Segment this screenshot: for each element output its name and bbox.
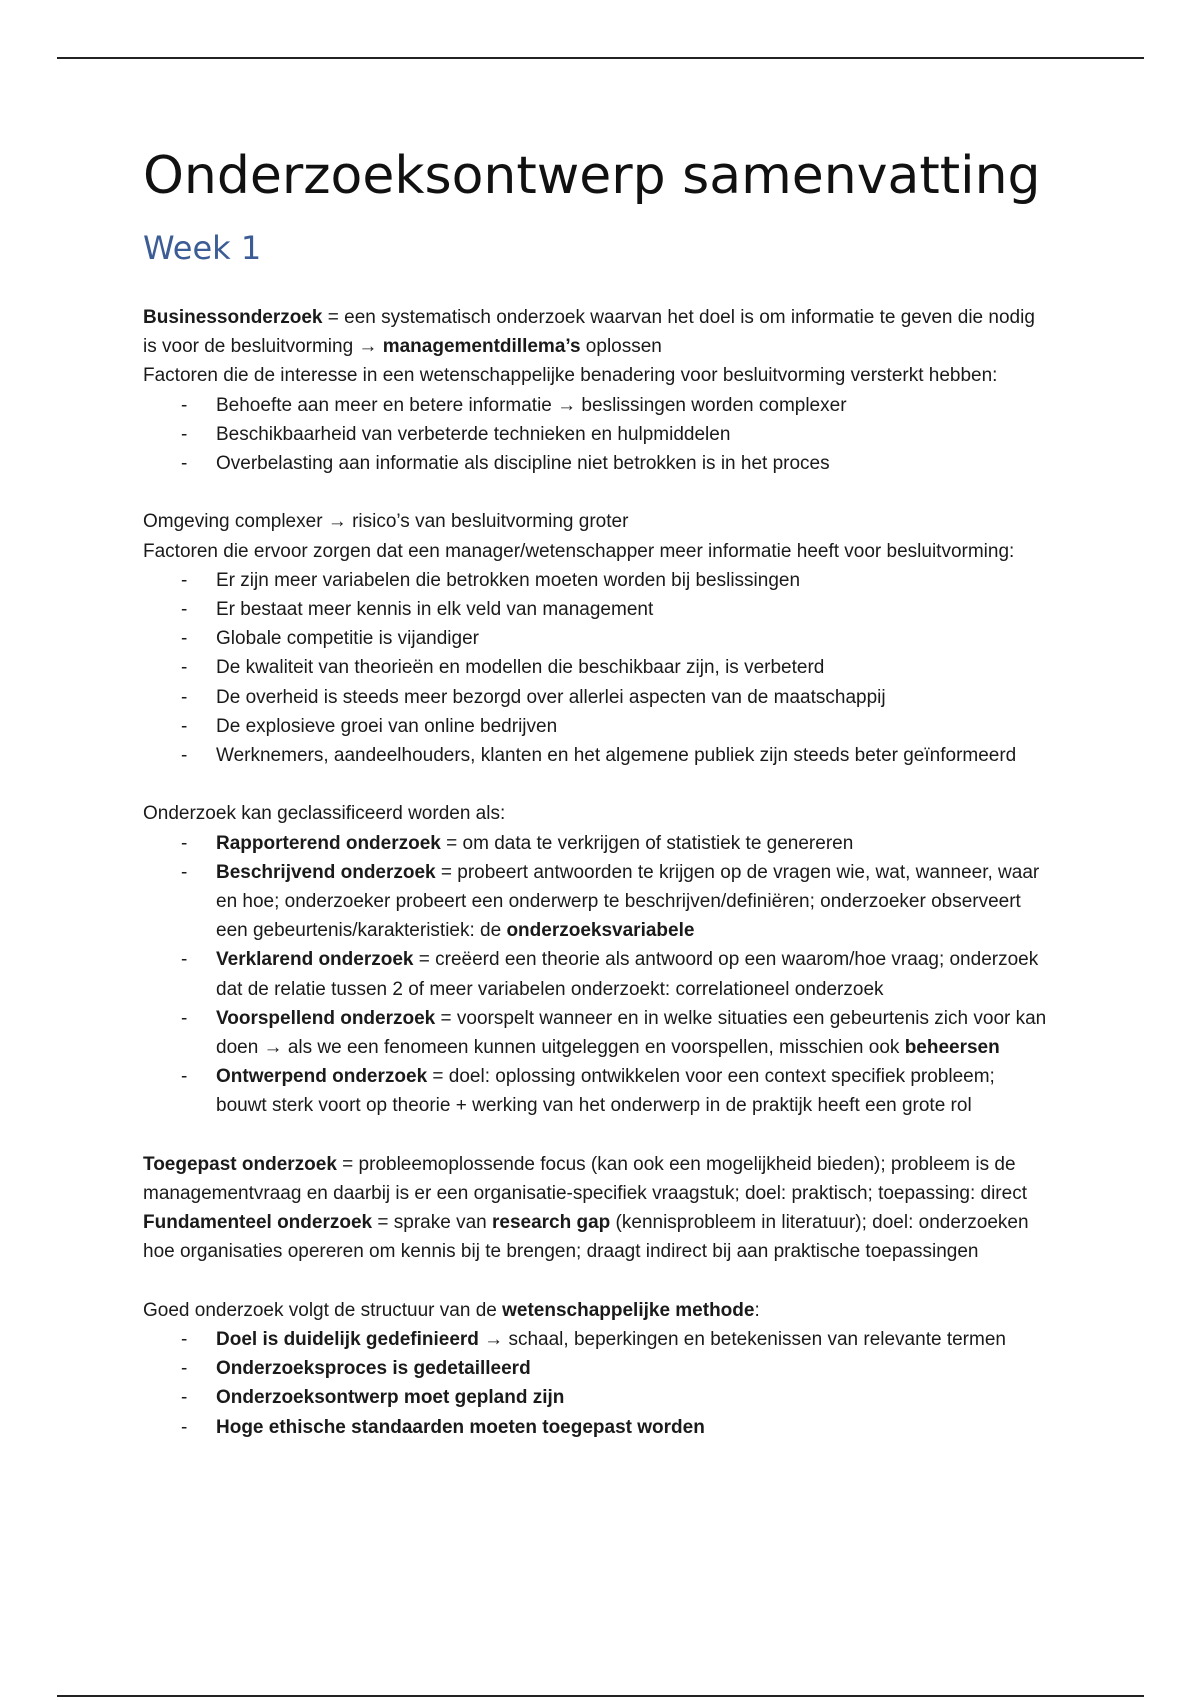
text-span: → schaal, beperkingen en betekenissen van relevante termen	[478, 1329, 1006, 1351]
list-item-text: Globale competitie is vijandiger	[216, 628, 479, 650]
dash-bullet: -	[181, 394, 188, 416]
dash-bullet: -	[181, 1007, 188, 1029]
paragraph-line: Factoren die de interesse in een wetenschappelijke benadering voor besluitvorming versterkt hebben:	[143, 365, 998, 387]
bold-term: managementdillema’s	[382, 336, 581, 358]
paragraph-line	[143, 332, 1093, 361]
text-span: bouwt sterk voort op theorie + werking van het onderwerp in de praktijk heeft een grote rol	[216, 1095, 972, 1117]
text-span: een gebeurtenis/karakteristiek: de	[216, 920, 507, 942]
bullet-list-factors	[143, 391, 1093, 479]
bold-term: Voorspellend onderzoek	[216, 1007, 436, 1029]
dash-bullet: -	[181, 1329, 188, 1351]
dash-bullet: -	[181, 423, 188, 445]
paragraph-line: Factoren die ervoor zorgen dat een manager/wetenschapper meer informatie heeft voor besluitvorming:	[143, 540, 1015, 562]
text-span: Goed onderzoek volgt de structuur van de	[143, 1299, 503, 1321]
list-item-text: Behoefte aan meer en betere informatie → beslissingen worden complexer	[216, 394, 847, 416]
text-span: = om data te verkrijgen of statistiek te genereren	[440, 832, 854, 854]
text-span: dat de relatie tussen 2 of meer variabelen onderzoekt: correlationeel onderzoek	[216, 978, 884, 1000]
bullet-list-manager-factors	[143, 566, 1093, 770]
list-item	[143, 391, 1093, 420]
bold-term: Rapporterend onderzoek	[216, 832, 441, 854]
paragraph-line	[143, 1208, 1093, 1237]
list-item	[143, 712, 1093, 741]
text-span: = creëerd een theorie als antwoord op een waarom/hoe vraag; onderzoek	[413, 949, 1039, 971]
paragraph-line: hoe organisaties opereren om kennis bij te brengen; draagt indirect bij aan praktische toepassingen	[143, 1241, 979, 1263]
section-heading-week: Week 1	[143, 229, 262, 267]
list-item	[143, 1004, 1093, 1062]
text-span: = doel: oplossing ontwikkelen voor een context specifiek probleem;	[427, 1066, 995, 1088]
bold-term: Onderzoeksproces is gedetailleerd	[216, 1358, 531, 1380]
spacer	[143, 1121, 1093, 1150]
list-item-text: Overbelasting aan informatie als discipline niet betrokken is in het proces	[216, 453, 830, 475]
text-span: oplossen	[580, 336, 662, 358]
list-item	[143, 1354, 1093, 1383]
bold-term: research gap	[491, 1212, 611, 1234]
paragraph-line: managementvraag en daarbij is er een organisatie-specifiek vraagstuk; doel: praktisch; toepassing: direct	[143, 1183, 1027, 1205]
bold-term: Onderzoeksontwerp moet gepland zijn	[216, 1387, 565, 1409]
text-span: :	[754, 1299, 760, 1321]
bold-term: Hoge ethische standaarden moeten toegepast worden	[216, 1416, 705, 1438]
bold-term: beheersen	[904, 1037, 1000, 1059]
list-item	[143, 858, 1093, 946]
text-span: doen → als we een fenomeen kunnen uitgeleggen en voorspellen, misschien ook	[216, 1037, 905, 1059]
text-span: = voorspelt wanneer en in welke situaties een gebeurtenis zich voor kan	[435, 1007, 1047, 1029]
dash-bullet: -	[181, 1387, 188, 1409]
list-item	[143, 829, 1093, 858]
list-item	[143, 1325, 1093, 1354]
list-item	[143, 653, 1093, 682]
bold-term: Ontwerpend onderzoek	[216, 1066, 428, 1088]
dash-bullet: -	[181, 599, 188, 621]
bold-term: wetenschappelijke methode	[502, 1299, 755, 1321]
footer-rule	[57, 1695, 1144, 1697]
list-item	[143, 945, 1093, 1003]
list-item	[143, 1383, 1093, 1412]
dash-bullet: -	[181, 745, 188, 767]
summary-text	[143, 303, 1093, 1442]
bold-term: Beschrijvend onderzoek	[216, 861, 436, 883]
list-item	[143, 741, 1093, 770]
text-span: = sprake van	[372, 1212, 492, 1234]
text-span: = probleemoplossende focus (kan ook een mogelijkheid bieden); probleem is de	[336, 1153, 1016, 1175]
dash-bullet: -	[181, 1066, 188, 1088]
dash-bullet: -	[181, 715, 188, 737]
text-span: = probeert antwoorden te krijgen op de vragen wie, wat, wanneer, waar	[435, 861, 1040, 883]
paragraph-line	[143, 303, 1093, 332]
dash-bullet: -	[181, 569, 188, 591]
page-title: Onderzoeksontwerp samenvatting	[143, 146, 1041, 206]
list-item	[143, 420, 1093, 449]
list-item-text: Werknemers, aandeelhouders, klanten en het algemene publiek zijn steeds beter geïnformeerd	[216, 745, 1017, 767]
dash-bullet: -	[181, 832, 188, 854]
spacer	[143, 770, 1093, 799]
paragraph-line	[143, 1150, 1093, 1179]
list-item	[143, 1413, 1093, 1442]
list-item-text: De kwaliteit van theorieën en modellen die beschikbaar zijn, is verbeterd	[216, 657, 825, 679]
paragraph-line: Onderzoek kan geclassificeerd worden als:	[143, 803, 506, 825]
text-span: (kennisprobleem in literatuur); doel: onderzoeken	[610, 1212, 1029, 1234]
dash-bullet: -	[181, 686, 188, 708]
list-item	[143, 1062, 1093, 1120]
list-item	[143, 683, 1093, 712]
list-item-text: De explosieve groei van online bedrijven	[216, 715, 558, 737]
dash-bullet: -	[181, 657, 188, 679]
bold-term: Businessonderzoek	[143, 307, 323, 328]
paragraph-line	[143, 1296, 1093, 1325]
list-item-text: Er zijn meer variabelen die betrokken moeten worden bij beslissingen	[216, 569, 801, 591]
paragraph-line: Omgeving complexer → risico’s van besluitvorming groter	[143, 511, 629, 533]
bold-term: Toegepast onderzoek	[143, 1153, 337, 1175]
dash-bullet: -	[181, 1358, 188, 1380]
bold-term: Fundamenteel onderzoek	[143, 1212, 373, 1234]
list-item	[143, 449, 1093, 478]
text-span: en hoe; onderzoeker probeert een onderwerp te beschrijven/definiëren; onderzoeker observeert	[216, 891, 1021, 913]
spacer	[143, 1267, 1093, 1296]
header-rule	[57, 57, 1144, 59]
bold-term: Doel is duidelijk gedefinieerd	[216, 1329, 479, 1351]
list-item	[143, 595, 1093, 624]
bold-term: Verklarend onderzoek	[216, 949, 414, 971]
document-body	[143, 140, 1093, 1442]
dash-bullet: -	[181, 453, 188, 475]
dash-bullet: -	[181, 628, 188, 650]
dash-bullet: -	[181, 1416, 188, 1438]
text-span: = een systematisch onderzoek waarvan het doel is om informatie te geven die nodig	[322, 307, 1035, 328]
text-span: is voor de besluitvorming →	[143, 336, 383, 358]
dash-bullet: -	[181, 949, 188, 971]
bold-term: onderzoeksvariabele	[506, 920, 695, 942]
list-item-text: Beschikbaarheid van verbeterde technieken en hulpmiddelen	[216, 423, 731, 445]
bullet-list-scientific-method	[143, 1325, 1093, 1442]
dash-bullet: -	[181, 861, 188, 883]
list-item	[143, 624, 1093, 653]
bullet-list-research-types	[143, 829, 1093, 1121]
list-item-text: De overheid is steeds meer bezorgd over allerlei aspecten van de maatschappij	[216, 686, 886, 708]
spacer	[143, 478, 1093, 507]
list-item	[143, 566, 1093, 595]
list-item-text: Er bestaat meer kennis in elk veld van management	[216, 599, 654, 621]
